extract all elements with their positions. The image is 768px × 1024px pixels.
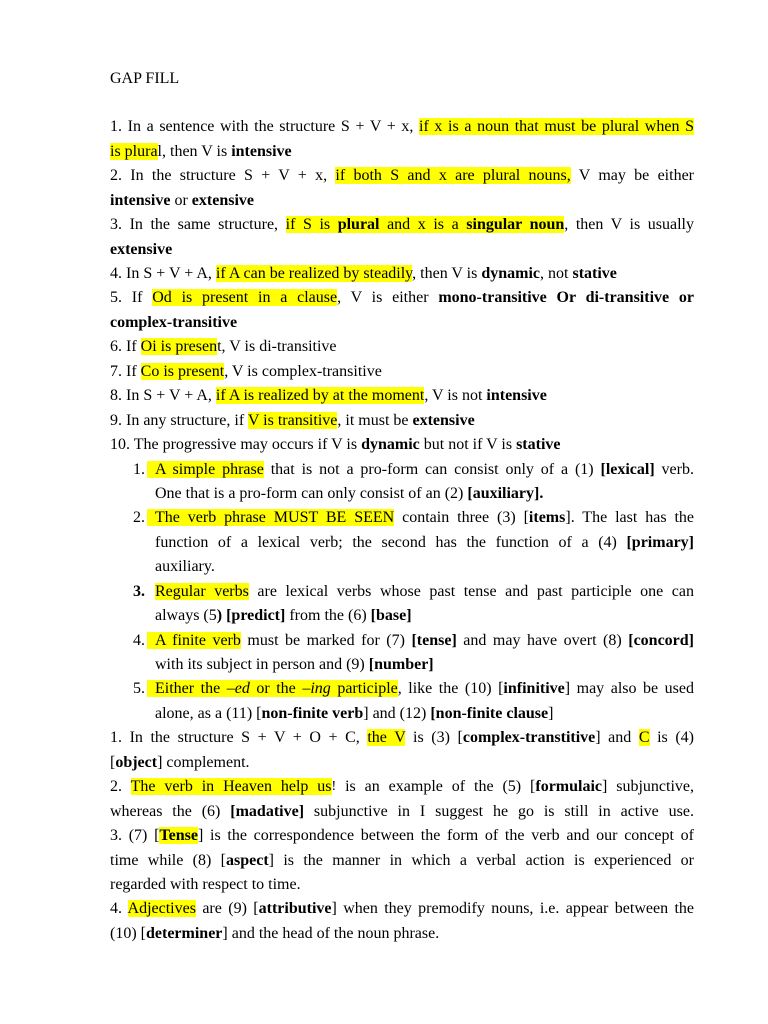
item-5-text: ] may also be used <box>564 680 694 698</box>
review-3-line <box>110 824 694 848</box>
review-2-exclamation: ! <box>331 779 337 795</box>
rule-2-text: 2. In the structure S + V + x, <box>110 167 336 185</box>
rule-5-highlight: Od is present in a clause <box>152 289 338 307</box>
review-4-text: (10) [ <box>110 924 146 942</box>
item-1-number: 1. <box>133 460 145 478</box>
review-2-text: subjunctive in I suggest he go is still in active use. <box>304 802 694 820</box>
rule-2-line <box>110 164 694 188</box>
review-3-text: ] is the manner in which a verbal action is experienced or <box>268 851 695 869</box>
rule-4-keyword: dynamic <box>481 265 541 282</box>
rule-5-keyword: complex-transitive <box>110 313 238 331</box>
item-1-answer: [lexical] <box>600 460 655 478</box>
review-1-text: 1. In the structure S + V + O + C, <box>110 729 368 747</box>
item-2-text: auxiliary. <box>155 558 215 576</box>
item-3-text: from the (6) <box>285 607 371 625</box>
item-5-highlight-italic: –ed <box>226 680 250 698</box>
item-4-text: with its subject in person and (9) <box>155 656 369 673</box>
item-5-answer: non-finite verb <box>261 704 364 722</box>
review-4-highlight: Adjectives <box>127 900 196 918</box>
rule-9-text: 9. In any structure, if <box>110 411 248 429</box>
item-3-line <box>110 604 694 628</box>
rule-6-text: t, V is di-transitive <box>217 338 337 356</box>
rule-5-text: 5. If <box>110 289 153 307</box>
rule-2-line <box>110 189 694 213</box>
review-2-line <box>110 775 694 799</box>
review-1-answer: object <box>115 753 158 771</box>
rule-8-text: 8. In S + V + A, <box>110 387 216 405</box>
rule-6-line <box>110 335 694 359</box>
rule-7-text: 7. If <box>110 362 141 380</box>
review-3-text: regarded with respect to time. <box>110 875 301 893</box>
review-4-text: 4. <box>110 900 128 918</box>
review-3-line <box>110 873 694 897</box>
rule-5-line <box>110 311 694 335</box>
rule-1-text: l, then V is <box>157 142 232 160</box>
review-3-line <box>110 849 694 873</box>
item-5-highlight: Either the <box>147 680 227 697</box>
item-4-line <box>110 629 694 653</box>
item-2-answer: [primary] <box>626 533 694 551</box>
item-3-answer: [base] <box>370 607 412 625</box>
rule-4-text: 4. In S + V + A, <box>110 265 216 282</box>
item-5-line <box>110 702 694 726</box>
item-4-highlight: A finite verb <box>147 632 241 649</box>
review-4-answer: determiner <box>145 924 223 942</box>
item-3-number: 3. <box>133 582 145 600</box>
rule-3-line <box>110 213 694 237</box>
review-1-text: ] complement. <box>157 753 250 771</box>
review-2-line <box>110 800 694 824</box>
rule-4-text: , not <box>540 265 573 282</box>
rule-8-highlight: if A is realized by at the moment <box>215 387 425 405</box>
item-1-text: verb. <box>654 460 694 478</box>
rule-4-highlight: if A can be realized by steadily <box>215 265 413 282</box>
item-5-text: ] and (12) <box>363 704 431 722</box>
review-4-text: ] and the head of the noun phrase. <box>222 924 440 942</box>
review-1-text: [ <box>110 753 116 771</box>
review-3-text: ] is the correspondence between the form of the verb and our concept of <box>197 827 694 845</box>
review-1-text: is (3) [ <box>405 729 463 747</box>
review-1-text: is (4) <box>649 729 695 747</box>
item-5-answer: infinitive <box>503 680 565 698</box>
blank-line <box>110 91 694 115</box>
review-2-text: whereas the (6) <box>110 802 231 820</box>
item-2-text: ]. The last has the <box>565 509 695 527</box>
item-2-text: contain three (3) [ <box>394 509 529 527</box>
item-1-text: One that is a pro-form can only consist of an (2) <box>155 484 468 502</box>
item-5-highlight: participle <box>330 680 398 698</box>
rule-1-highlight: is plura <box>110 142 158 160</box>
rule-3-keyword: plural <box>337 216 380 234</box>
rule-3-line <box>110 238 694 262</box>
rule-4-text: , then V is <box>412 265 482 282</box>
rule-8-line <box>110 384 694 408</box>
item-2-line <box>110 531 694 555</box>
rule-10-line <box>110 433 694 457</box>
review-3-answer: Tense <box>159 827 198 845</box>
item-2-line <box>110 555 694 579</box>
rule-9-line <box>110 409 694 433</box>
rule-7-line <box>110 360 694 384</box>
rule-5-keyword: mono-transitive Or di-transitive or <box>438 289 695 307</box>
item-3-answer: ) [predict] <box>216 607 286 625</box>
rule-9-keyword: extensive <box>412 411 475 429</box>
review-2-text: 2. <box>110 778 131 796</box>
rule-1-text: 1. In a sentence with the structure S + V + x, <box>110 118 420 136</box>
review-2-text: ] subjunctive, <box>602 778 695 796</box>
item-5-highlight: or the <box>249 680 303 698</box>
rule-1-keyword: intensive <box>231 142 292 160</box>
item-3-text: always (5 <box>155 607 217 625</box>
item-4-answer: [tense] <box>411 631 457 649</box>
rule-1-highlight: if x is a noun that must be plural when S <box>419 118 694 136</box>
rule-3-highlight: and x is a <box>379 216 467 234</box>
item-5-text: , like the (10) [ <box>397 680 504 698</box>
rule-10-text: but not if V is <box>419 436 517 454</box>
item-4-number: 4. <box>133 631 145 649</box>
review-3-text: 3. (7) [ <box>110 827 160 845</box>
rule-4-keyword: stative <box>572 265 617 282</box>
review-2-text: is an example of the (5) [ <box>336 778 536 796</box>
review-1-highlight: C <box>638 729 650 747</box>
rule-3-keyword: singular noun <box>466 216 565 234</box>
page-title: GAP FILL <box>110 69 180 87</box>
item-1-answer: [auxiliary]. <box>467 484 544 502</box>
review-2-answer: formulaic <box>535 778 603 796</box>
review-4-line <box>110 897 694 921</box>
item-1-line <box>110 482 694 506</box>
item-1-highlight: A simple phrase <box>147 461 264 478</box>
item-3-text: are lexical verbs whose past tense and past participle one can <box>248 582 695 600</box>
rule-2-text: or <box>170 191 192 209</box>
rule-3-text: , then V is usually <box>564 216 694 234</box>
item-4-answer: [number] <box>368 656 434 673</box>
rule-7-text: , V is complex-transitive <box>224 362 382 380</box>
item-5-number: 5. <box>133 680 145 698</box>
rule-2-keyword: extensive <box>191 191 254 209</box>
rule-5-text: , V is either <box>337 289 439 307</box>
rule-9-text: , it must be <box>337 411 413 429</box>
rule-8-text: , V is not <box>424 387 487 405</box>
rule-6-highlight: Oi is presen <box>140 338 218 356</box>
item-2-text: function of a lexical verb; the second has the function of a (4) <box>155 533 627 551</box>
review-1-answer: complex-transtitive <box>462 729 596 747</box>
item-1-line <box>110 458 694 482</box>
item-5-text: alone, as a (11) [ <box>155 704 262 722</box>
item-4-line <box>110 653 694 677</box>
item-2-highlight: The verb phrase MUST BE SEEN <box>147 509 394 526</box>
item-2-line <box>110 506 694 530</box>
rule-10-text: 10. The progressive may occurs if V is <box>110 436 362 454</box>
rule-7-highlight: Co is present <box>140 362 225 380</box>
item-4-text: must be marked for (7) <box>240 631 412 649</box>
item-4-answer: [concord] <box>628 631 694 649</box>
item-5-answer: [non-finite clause <box>430 704 549 722</box>
rule-3-keyword: extensive <box>110 240 173 258</box>
rule-2-text: V may be either <box>570 167 695 185</box>
rule-1-line <box>110 115 694 139</box>
rule-6-text: 6. If <box>110 338 141 356</box>
rule-1-line <box>110 140 694 164</box>
review-4-text: are (9) [ <box>195 900 259 918</box>
review-4-text: ] when they premodify nouns, i.e. appear between the <box>331 900 695 918</box>
review-4-answer: attributive <box>258 900 332 918</box>
item-5-line <box>110 677 694 701</box>
item-3-highlight: Regular verbs <box>155 582 249 600</box>
review-2-answer: [madative] <box>230 802 305 820</box>
rule-2-highlight: if both S and x are plural nouns, <box>335 167 571 185</box>
rule-3-highlight: if S is <box>285 216 338 234</box>
item-5-highlight-italic: –ing <box>302 680 331 698</box>
review-1-line <box>110 751 694 775</box>
review-3-text: time while (8) [ <box>110 851 227 869</box>
review-4-line <box>110 922 694 946</box>
item-2-answer: items <box>528 509 566 527</box>
item-1-text: that is not a pro-form can consist only of a (1) <box>263 460 601 478</box>
rule-8-keyword: intensive <box>486 387 547 405</box>
item-3-line <box>110 580 694 604</box>
review-3-answer: aspect <box>226 851 269 869</box>
review-1-highlight: the V <box>367 729 406 747</box>
review-1-line <box>110 726 694 750</box>
item-2-number: 2. <box>133 509 145 527</box>
rule-3-text: 3. In the same structure, <box>110 216 286 234</box>
rule-5-line <box>110 286 694 310</box>
document-page <box>110 67 694 947</box>
rule-2-keyword: intensive <box>110 191 171 209</box>
rule-4-line <box>110 262 694 286</box>
rule-10-keyword: dynamic <box>361 436 420 454</box>
item-4-text: and may have overt (8) <box>456 631 629 649</box>
review-2-highlight: The verb in Heaven help us <box>130 778 332 796</box>
rule-10-keyword: stative <box>516 436 561 454</box>
rule-9-highlight: V is transitive <box>247 411 338 429</box>
review-1-text: ] and <box>595 729 639 747</box>
item-5-text: ] <box>548 704 554 722</box>
